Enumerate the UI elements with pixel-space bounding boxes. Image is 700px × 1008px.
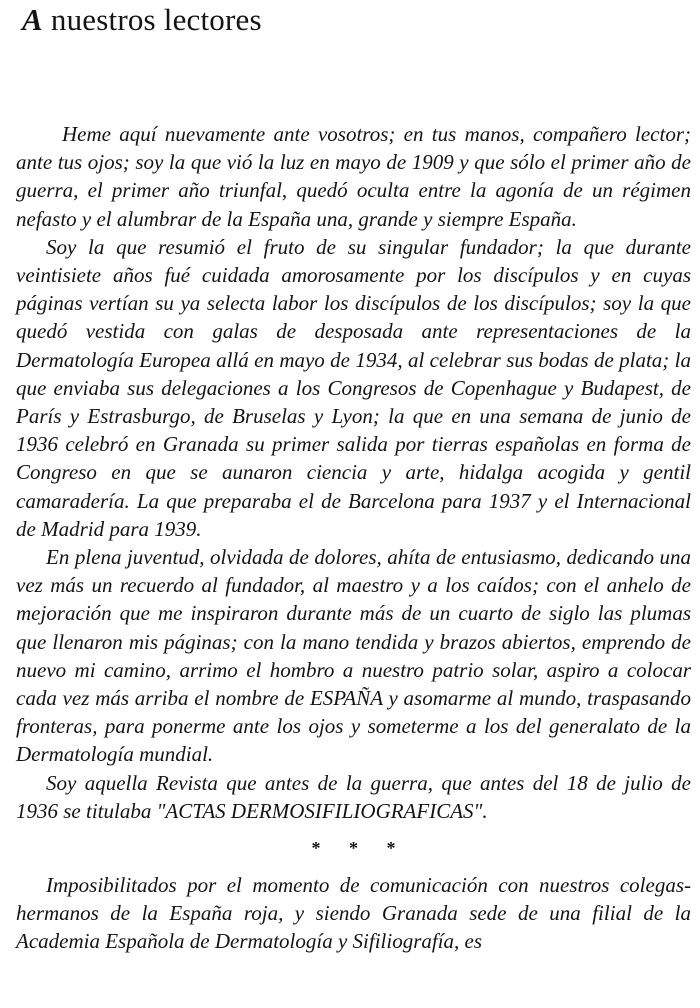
paragraph: Soy la que resumió el fruto de su singular fundador; la que durante veintisiete años fué cuidada amorosamente por los discípulos y en cuyas páginas vertían su ya selecta labor los discípulos de los discípulos; soy la que quedó vestida con galas de desposada ante representaciones de la Dermatología Europea allá en mayo de 1934, al celebrar sus bodas de plata; la que enviaba sus delegaciones a los Congresos de Copenhague y Budapest, de París y Estrasburgo, de Bruselas y Lyon; la que en una semana de junio de 1936 celebró en Granada su primer salida por tierras españolas en forma de Congreso en que se aunaron ciencia y arte, hidalga acogida y gentil camaradería. La que preparaba el de Barcelona para 1937 y el Internacional de Madrid para 1939. (16, 234, 691, 541)
paragraph: Heme aquí nuevamente ante vosotros; en tus manos, compañero lector; ante tus ojos; soy la que vió la luz en mayo de 1909 y que sólo el primer año de guerra, el primer año triunfal, quedó oculta entre la agonía de un régimen nefasto y el alumbrar de la España una, grande y siempre España. (16, 122, 691, 231)
title-text: nuestros lectores (50, 2, 262, 37)
section-separator: * * * (311, 838, 408, 859)
title-initial: A (22, 2, 43, 37)
page-title (22, 4, 262, 35)
paragraph: Soy aquella Revista que antes de la guerra, que antes del 18 de julio de 1936 se titulaba "ACTAS DERMOSIFILIOGRAFICAS". (16, 770, 691, 823)
paragraph: Imposibilitados por el momento de comunicación con nuestros colegas-hermanos de la España roja, y siendo Granada sede de una filial de la Academia Española de Dermatología y Sifiliografía, es (16, 873, 691, 954)
article-body (16, 120, 691, 956)
paragraph: En plena juventud, olvidada de dolores, ahíta de entusiasmo, dedicando una vez más un recuerdo al fundador, al maestro y a los caídos; con el anhelo de mejoración que me inspiraron durante más de un cuarto de siglo las plumas que llenaron mis páginas; con la mano tendida y brazos abiertos, emprendo de nuevo mi camino, arrimo el hombro a nuestro patrio solar, aspiro a colocar cada vez más arriba el nombre de ESPAÑA y asomarme al mundo, traspasando fronteras, para ponerme ante los ojos y someterme a los del generalato de la Dermatología mundial. (16, 545, 691, 767)
